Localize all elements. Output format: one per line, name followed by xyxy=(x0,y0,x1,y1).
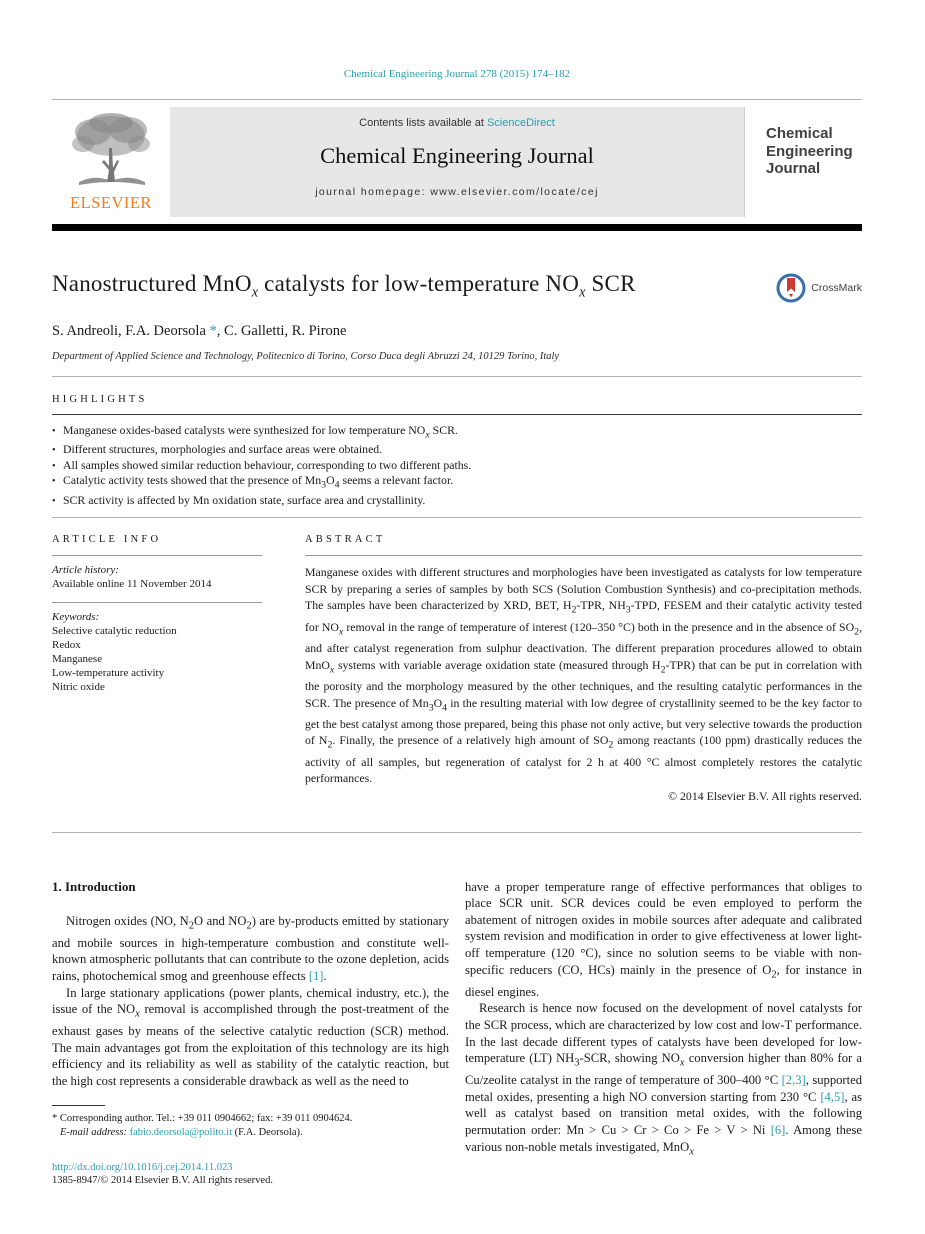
highlight-item: • All samples showed similar reduction behaviour, corresponding to two different paths. xyxy=(52,458,862,473)
contents-line xyxy=(170,117,744,129)
abstract-column xyxy=(305,534,862,803)
authors-line: S. Andreoli, F.A. Deorsola *, C. Galletti, R. Pirone xyxy=(52,322,347,339)
masthead xyxy=(52,107,862,217)
divider xyxy=(52,832,862,833)
divider xyxy=(305,555,862,556)
copyright-line: © 2014 Elsevier B.V. All rights reserved. xyxy=(668,788,862,803)
body-paragraph: Nitrogen oxides (NO, $N_2O$ and $NO_2$) are by-products emitted by stationary and mobile sources in high-temperature combustion and constitute well-known atmospheric pollutants that can contribute to the ozone depletion, acids rains, photochemical smog and greenhouse effects [1]. xyxy=(52,913,449,983)
elsevier-wordmark: ELSEVIER xyxy=(70,193,152,212)
keywords-label: Keywords: xyxy=(52,611,100,624)
footnote xyxy=(52,1105,449,1140)
elsevier-tree-icon xyxy=(65,110,157,192)
journal-homepage-link[interactable]: journal homepage: www.elsevier.com/locate/cej xyxy=(315,186,599,198)
page-footer xyxy=(52,1161,449,1188)
journal-cover-title: Chemical Engineering Journal xyxy=(766,125,853,177)
divider xyxy=(52,99,862,100)
body-paragraph: Research is hence now focused on the development of novel catalysts for the SCR process, which are characterized by low cost and low-T performance. In the last decade different types of catalysts have been developed for low-temperature (LT) $NH_3$-SCR, showing $NO_x$ conversion higher than 80% for a Cu/zeolite catalyst in the range of temperature of 300–400 °C [2,3], supported metal oxides, presenting a high NO conversion starting from 230 °C [4,5], as well as catalyst based on transition metal oxides, with the following permutation order: Mn > Cu > Cr > Co > Fe > V > Ni [6]. Among these various non-noble metals investigated, MnO$_x$ xyxy=(465,1001,862,1158)
keyword: Low-temperature activity xyxy=(52,667,165,680)
highlight-item: • Catalytic activity tests showed that the presence of $Mn_3O_4$ seems a relevant factor. xyxy=(52,473,862,493)
right-column xyxy=(465,879,862,1188)
left-column xyxy=(52,879,449,1188)
footnote-email: E-mail address: fabio.deorsola@polito.it (F.A. Deorsola). xyxy=(60,1126,303,1138)
contents-prefix: Contents lists available at xyxy=(359,117,487,129)
ref-link-4-5[interactable]: [4,5] xyxy=(820,1089,845,1104)
abstract-heading: ABSTRACT xyxy=(305,534,386,546)
highlights-heading: HIGHLIGHTS xyxy=(52,393,148,405)
elsevier-logo[interactable] xyxy=(52,107,170,217)
keyword: Manganese xyxy=(52,653,103,666)
crossmark-label: CrossMark xyxy=(811,282,862,294)
footnote-rule xyxy=(52,1105,105,1106)
corresponding-author-marker: * xyxy=(52,1112,58,1124)
keyword: Nitric oxide xyxy=(52,681,105,694)
divider xyxy=(52,376,862,377)
divider xyxy=(52,414,862,415)
article-title: Nanostructured MnO$_x$ catalysts for low-temperature $NO_x$ SCR xyxy=(52,271,636,301)
doi-link[interactable]: http://dx.doi.org/10.1016/j.cej.2014.11.023 xyxy=(52,1161,233,1173)
corresponding-author-marker[interactable]: * xyxy=(209,322,217,339)
highlight-item: • SCR activity is affected by Mn oxidation state, surface area and crystallinity. xyxy=(52,493,862,508)
journal-title: Chemical Engineering Journal xyxy=(320,143,594,168)
article-info-heading: ARTICLE INFO xyxy=(52,534,162,546)
section-heading-introduction: 1. Introduction xyxy=(52,878,136,894)
body-paragraph: In large stationary applications (power plants, chemical industry, etc.), the issue of the $NO_x$ removal is accomplished through the post-treatment of the exhaust gases by means of the selective catalytic reduction (SCR) method. The main advantages got from the exploitation of this technology are its high efficiency and its reliability as well as stability of the catalytic reaction, but the high cost represents a considerable drawback as well as the need to xyxy=(52,985,449,1089)
article-history-label: Article history: xyxy=(52,564,119,577)
highlights-list xyxy=(52,423,862,509)
abstract-text: Manganese oxides with different structures and morphologies have been investigated as catalysts for low temperature SCR by preparing a series of samples by both SCS (Solution Combustion Synthesis) and co-precipitation methods. The samples have been characterized by XRD, BET, $H_2$-TPR, $NH_3$-TPD, FESEM and their catalytic activity tested for $NO_x$ removal in the range of temperature of interest (120–350 °C) both in the presence and in the absence of $SO_2$, and after catalyst regeneration from sulphur deactivation. The different preparation procedures allowed to obtain MnO$_x$ systems with variable average oxidation state (measured through $H_2-TPR$) that can be put in correlation with the porosity and the morphology measured by the other techniques, and the resulting catalytic performances in the SCR. The presence of $Mn_3O_4$ in the resulting material with low degree of crystallinity seemed to be the key factor to get the best catalyst among those prepared, being this phase not only active, but very selective towards the production of $N_2$. Finally, the presence of a relatively high amount of $SO_2$ among reactants (100 ppm) drastically reduces the activity of all samples, but regeneration of catalyst for 2 h at 400 °C almost completely restores the catalytic performances. xyxy=(305,565,863,786)
masthead-rule xyxy=(52,224,862,231)
ref-link-6[interactable]: [6] xyxy=(770,1123,786,1138)
affiliation: Department of Applied Science and Technology, Politecnico di Torino, Corso Duca degli Abruzzi 24, 10129 Torino, Italy xyxy=(52,350,560,362)
keyword: Selective catalytic reduction xyxy=(52,625,177,638)
sciencedirect-link[interactable]: ScienceDirect xyxy=(486,117,555,129)
footnote-corresponding-author: * Corresponding author. Tel.: +39 011 0904662; fax: +39 011 0904624. xyxy=(52,1112,353,1124)
ref-link-1[interactable]: [1] xyxy=(308,969,324,983)
highlight-item: • Different structures, morphologies and surface areas were obtained. xyxy=(52,442,862,457)
article-history-value: Available online 11 November 2014 xyxy=(52,578,212,591)
crossmark-icon xyxy=(776,273,806,303)
journal-cover xyxy=(744,107,862,217)
email-link[interactable]: fabio.deorsola@polito.it xyxy=(129,1126,233,1138)
article-body xyxy=(52,879,862,1188)
issn-copyright-line: 1385-8947/© 2014 Elsevier B.V. All rights reserved. xyxy=(52,1175,273,1187)
journal-citation: Chemical Engineering Journal 278 (2015) 174–182 xyxy=(343,68,571,80)
body-paragraph: have a proper temperature range of effective performances that obliges to place SCR unit. SCR devices could be even employed to perform the abatement of nitrogen oxides in mobile sources after adequate and calibrated system revision and modification in order to give effectiveness at lower light-off temperature (120 °C), since no solution seems to be viable with non-specific reducers (CO, HCs) mainly in the presence of $O_2$, for instance in diesel engines. xyxy=(465,879,862,999)
divider xyxy=(52,602,262,603)
divider xyxy=(52,517,862,518)
highlight-item: • Manganese oxides-based catalysts were synthesized for low temperature $NO_x$ SCR. xyxy=(52,423,862,443)
crossmark-badge[interactable] xyxy=(776,273,862,303)
ref-link-2-3[interactable]: [2,3] xyxy=(781,1073,806,1088)
article-info-column xyxy=(52,534,262,803)
keyword: Redox xyxy=(52,639,81,652)
divider xyxy=(52,555,262,556)
masthead-band xyxy=(170,107,744,217)
